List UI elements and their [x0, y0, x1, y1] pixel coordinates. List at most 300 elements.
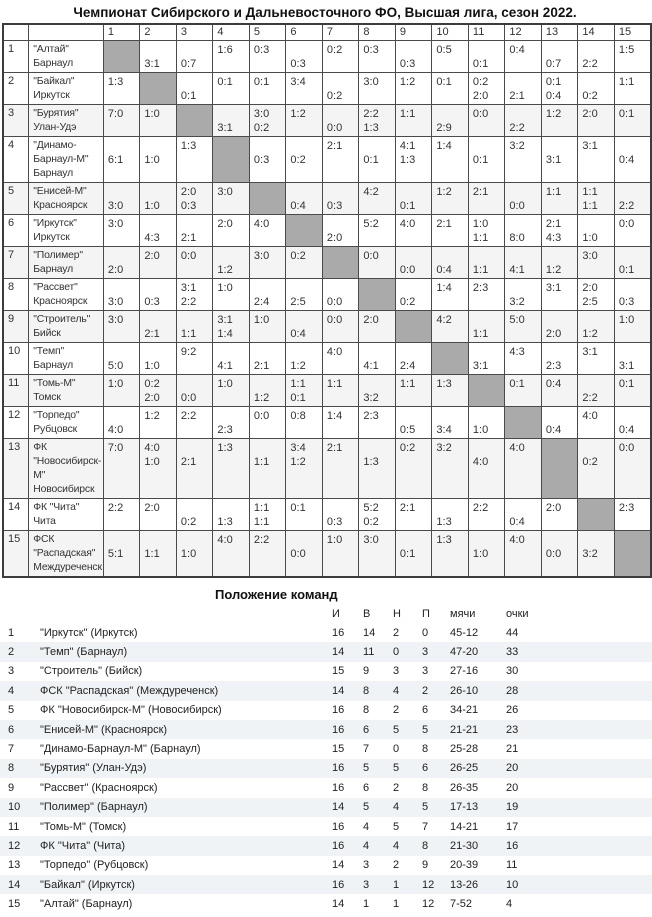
- score-cell: 0:2: [395, 279, 432, 311]
- standings-rank: 5: [8, 704, 15, 717]
- score-cell: 1:5: [614, 41, 651, 73]
- score-cell: 1:0: [614, 311, 651, 343]
- score-cell: 0:2 2:0: [140, 375, 177, 407]
- matrix-team-cell: ФК "Чита" Чита: [29, 499, 104, 531]
- score-cell: 0:4: [286, 183, 323, 215]
- standings-losses: 8: [414, 836, 442, 855]
- score-cell: 0:2: [395, 439, 432, 499]
- standings-rank: 3: [8, 665, 15, 678]
- standings-losses: 5: [414, 798, 442, 817]
- diagonal-cell: [359, 279, 396, 311]
- score-cell: 3:1: [541, 279, 578, 311]
- matrix-row: [3, 499, 651, 531]
- matrix-col-header: 11: [468, 24, 505, 41]
- score-cell: 0:0: [176, 247, 213, 279]
- standings-goals: 13-26: [442, 875, 498, 894]
- matrix-row: [3, 439, 651, 499]
- standings-row: [0, 681, 652, 700]
- standings-col-header: П: [422, 608, 430, 620]
- score-cell: 0:1: [614, 375, 651, 407]
- matrix-row-number: 1: [3, 41, 29, 73]
- matrix-team-cell: "Торпедо" Рубцовск: [29, 407, 104, 439]
- standings-goals: 26-35: [450, 781, 479, 794]
- score-cell: 4:0: [249, 215, 286, 247]
- standings-team: "Торпедо" (Рубцовск): [40, 859, 149, 872]
- score-cell: 0:5: [395, 407, 432, 439]
- standings-row: [0, 759, 652, 778]
- standings-losses: 6: [422, 704, 429, 717]
- matrix-row-number: 9: [3, 311, 29, 343]
- matrix-team-cell: "Рассвет" Красноярск: [29, 279, 104, 311]
- score-cell: 0:3: [140, 279, 177, 311]
- standings-team: ФСК "Распадская" (Междуреченск): [32, 681, 324, 700]
- score-cell: 1:1: [468, 247, 505, 279]
- diagonal-cell: [395, 311, 432, 343]
- score-cell: 3:0: [103, 215, 140, 247]
- score-cell: 1:1: [395, 105, 432, 137]
- score-cell: 2:9: [432, 105, 469, 137]
- score-cell: 4:0: [395, 215, 432, 247]
- standings-team: "Томь-М" (Томск): [40, 820, 127, 833]
- score-cell: 1:1 1:1: [578, 183, 615, 215]
- standings-goals: 7-52: [450, 898, 473, 911]
- score-cell: 1:0: [322, 531, 359, 578]
- score-cell: 0:0: [322, 105, 359, 137]
- score-cell: 0:1: [468, 137, 505, 183]
- matrix-row-number: 4: [3, 137, 29, 183]
- score-cell: 2:1: [176, 439, 213, 499]
- score-cell: 0:8: [286, 407, 323, 439]
- score-cell: 1:1: [541, 183, 578, 215]
- standings-wins: 9: [363, 665, 370, 678]
- standings-points: 23: [498, 720, 652, 739]
- standings-wins: 11: [355, 642, 385, 661]
- score-cell: 2:0: [541, 311, 578, 343]
- score-cell: 0:2: [176, 499, 213, 531]
- score-cell: 2:3: [359, 407, 396, 439]
- score-cell: 1:1: [322, 375, 359, 407]
- score-cell: 4:3: [505, 343, 542, 375]
- standings-team: "Енисей-М" (Красноярск): [32, 720, 324, 739]
- standings-games: 14: [324, 798, 355, 817]
- standings-draws: 5: [393, 820, 400, 833]
- standings-header-spacer: [32, 605, 324, 623]
- score-cell: 3:1: [614, 343, 651, 375]
- standings-rank: 8: [0, 759, 32, 778]
- score-cell: 0:1: [359, 137, 396, 183]
- standings-wins: 4: [355, 836, 385, 855]
- standings-row: [0, 856, 652, 875]
- standings-goals: 34-21: [450, 704, 479, 717]
- score-cell: 1:0: [103, 375, 140, 407]
- standings-row: [0, 875, 652, 894]
- standings-losses: 3: [414, 642, 442, 661]
- score-cell: 3:0: [249, 247, 286, 279]
- diagonal-cell: [176, 105, 213, 137]
- score-cell: 1:2: [578, 311, 615, 343]
- score-cell: 1:0: [140, 183, 177, 215]
- standings-goals: 26-25: [442, 759, 498, 778]
- score-cell: 0:4: [432, 247, 469, 279]
- standings-draws: 2: [393, 781, 400, 794]
- standings-games: 16: [332, 820, 345, 833]
- score-cell: 4:0: [213, 531, 250, 578]
- score-cell: 2:1: [140, 311, 177, 343]
- standings-team: "Алтай" (Барнаул): [40, 898, 133, 911]
- score-cell: 3:0: [103, 311, 140, 343]
- standings-rank: 4: [0, 681, 32, 700]
- standings-points: 44: [506, 626, 519, 639]
- standings-team: "Полимер" (Барнаул): [32, 798, 324, 817]
- score-cell: 0:7: [541, 41, 578, 73]
- diagonal-cell: [505, 407, 542, 439]
- score-cell: 1:2: [541, 247, 578, 279]
- standings-row: [0, 720, 652, 739]
- standings-games: 16: [332, 781, 345, 794]
- standings-wins: 4: [363, 820, 370, 833]
- standings-losses: 12: [422, 898, 435, 911]
- standings-rank: 14: [0, 875, 32, 894]
- score-cell: 1:2: [213, 247, 250, 279]
- standings-losses: 8: [422, 781, 429, 794]
- score-cell: 4:2: [359, 183, 396, 215]
- score-cell: 0:0: [468, 105, 505, 137]
- score-cell: 0:0: [541, 531, 578, 578]
- score-cell: 2:4: [395, 343, 432, 375]
- standings-goals: 17-13: [442, 798, 498, 817]
- score-cell: 2:3: [213, 407, 250, 439]
- score-cell: 3:2: [432, 439, 469, 499]
- score-cell: 2:0: [578, 105, 615, 137]
- score-cell: 0:4: [614, 137, 651, 183]
- score-cell: 1:2: [395, 73, 432, 105]
- score-cell: 1:4: [322, 407, 359, 439]
- score-cell: 3:2: [578, 531, 615, 578]
- score-cell: 2:0 2:5: [578, 279, 615, 311]
- score-cell: 0:1: [468, 41, 505, 73]
- score-cell: 1:0: [468, 531, 505, 578]
- score-cell: 0:4: [286, 311, 323, 343]
- standings-wins: 14: [363, 626, 376, 639]
- score-cell: 2:2: [103, 499, 140, 531]
- standings-games: 14: [332, 898, 345, 911]
- standings-games: 16: [324, 836, 355, 855]
- score-cell: 3:1: [213, 105, 250, 137]
- score-cell: 0:1: [213, 73, 250, 105]
- standings-goals: 21-21: [442, 720, 498, 739]
- score-cell: 1:0: [468, 407, 505, 439]
- score-cell: 3:0: [103, 279, 140, 311]
- score-cell: 4:0: [468, 439, 505, 499]
- score-cell: 4:0: [505, 531, 542, 578]
- standings-row: [0, 642, 652, 661]
- matrix-col-header: 2: [140, 24, 177, 41]
- score-cell: 2:1: [249, 343, 286, 375]
- score-cell: 3:0 0:2: [249, 105, 286, 137]
- score-cell: 1:0: [213, 375, 250, 407]
- score-cell: 0:3: [359, 41, 396, 73]
- score-cell: 1:0: [140, 343, 177, 375]
- standings-wins: 5: [355, 798, 385, 817]
- standings-draws: 2: [393, 859, 400, 872]
- diagonal-cell: [578, 499, 615, 531]
- score-cell: 1:0: [140, 137, 177, 183]
- standings-points: 10: [498, 875, 652, 894]
- matrix-row: [3, 41, 651, 73]
- standings-points: 4: [506, 898, 513, 911]
- score-cell: 2:1: [505, 73, 542, 105]
- score-cell: 1:1: [395, 375, 432, 407]
- standings-team: "Иркутск" (Иркутск): [40, 626, 138, 639]
- score-cell: 2:1: [322, 439, 359, 499]
- score-cell: 2:1: [432, 215, 469, 247]
- matrix-row-number: 14: [3, 499, 29, 531]
- standings-wins: 7: [363, 743, 370, 756]
- score-cell: 4:1: [213, 343, 250, 375]
- score-cell: 0:1: [614, 105, 651, 137]
- score-cell: 3:4: [432, 407, 469, 439]
- score-cell: 2:5: [286, 279, 323, 311]
- matrix-team-cell: "Иркутск" Иркутск: [29, 215, 104, 247]
- matrix-row: [3, 279, 651, 311]
- standings-goals: 45-12: [450, 626, 479, 639]
- matrix-team-cell: "Томь-М" Томск: [29, 375, 104, 407]
- standings-points: 30: [506, 665, 519, 678]
- standings-team: ФК "Новосибирск-М" (Новосибирск): [40, 704, 222, 717]
- score-cell: 0:3: [322, 183, 359, 215]
- score-cell: 0:1: [286, 499, 323, 531]
- standings-games: 15: [332, 665, 345, 678]
- score-cell: 2:0: [213, 215, 250, 247]
- score-cell: 0:4: [505, 499, 542, 531]
- score-cell: 2:2: [614, 183, 651, 215]
- standings-games: 14: [324, 681, 355, 700]
- score-cell: 0:4: [541, 375, 578, 407]
- score-cell: 4:1: [359, 343, 396, 375]
- score-cell: 0:7: [176, 41, 213, 73]
- standings-rank: 7: [8, 743, 15, 756]
- score-cell: 3:4 1:2: [286, 439, 323, 499]
- matrix-col-header: 8: [359, 24, 396, 41]
- diagonal-cell: [322, 247, 359, 279]
- score-cell: 2:1 4:3: [541, 215, 578, 247]
- matrix-row-number: 6: [3, 215, 29, 247]
- score-cell: 1:1: [468, 311, 505, 343]
- standings-draws: 1: [393, 898, 400, 911]
- score-cell: 3:0: [578, 247, 615, 279]
- score-cell: 0:0: [614, 215, 651, 247]
- standings-goals: 25-28: [450, 743, 479, 756]
- diagonal-cell: [541, 439, 578, 499]
- score-cell: 8:0: [505, 215, 542, 247]
- score-cell: 1:1: [176, 311, 213, 343]
- score-cell: 3:1 1:4: [213, 311, 250, 343]
- standings-losses: 5: [414, 720, 442, 739]
- score-cell: 0:3: [249, 41, 286, 73]
- score-cell: 0:2: [286, 137, 323, 183]
- score-cell: 2:0: [359, 311, 396, 343]
- standings-team: "Бурятия" (Улан-Удэ): [32, 759, 324, 778]
- standings-games: 14: [324, 642, 355, 661]
- score-cell: 0:1: [249, 73, 286, 105]
- matrix-team-cell: "Динамо- Барнаул-М" Барнаул: [29, 137, 104, 183]
- standings-losses: 9: [422, 859, 429, 872]
- score-cell: 1:4: [432, 137, 469, 183]
- matrix-row-number: 13: [3, 439, 29, 499]
- score-cell: 0:0: [395, 247, 432, 279]
- matrix-row-number: 10: [3, 343, 29, 375]
- matrix-col-header: 6: [286, 24, 323, 41]
- matrix-col-header: 10: [432, 24, 469, 41]
- standings-team: "Байкал" (Иркутск): [32, 875, 324, 894]
- standings-col-header: В: [363, 608, 371, 620]
- score-cell: 9:2: [176, 343, 213, 375]
- score-cell: 2:2: [578, 375, 615, 407]
- score-cell: 0:1: [505, 375, 542, 407]
- score-cell: 0:0: [505, 183, 542, 215]
- standings-losses: 6: [414, 759, 442, 778]
- matrix-row: [3, 343, 651, 375]
- matrix-corner-cell: [3, 24, 29, 41]
- standings-wins: 8: [355, 681, 385, 700]
- score-cell: 3:1 2:2: [176, 279, 213, 311]
- score-cell: 3:1: [578, 343, 615, 375]
- matrix-row-number: 8: [3, 279, 29, 311]
- score-cell: 2:2 1:3: [359, 105, 396, 137]
- standings-goals: 26-10: [442, 681, 498, 700]
- diagonal-cell: [213, 137, 250, 183]
- score-cell: 0:2: [286, 247, 323, 279]
- standings-points: 33: [498, 642, 652, 661]
- score-cell: 2:0: [103, 247, 140, 279]
- score-cell: 2:3: [468, 279, 505, 311]
- matrix-team-cell: "Бурятия" Улан-Удэ: [29, 105, 104, 137]
- standings-wins: 3: [355, 875, 385, 894]
- matrix-row: [3, 531, 651, 578]
- score-cell: 0:0: [286, 531, 323, 578]
- score-cell: 1:0: [176, 531, 213, 578]
- matrix-col-header: 7: [322, 24, 359, 41]
- matrix-team-cell: ФСК "Распадская" Междуреченск: [29, 531, 104, 578]
- standings-draws: 4: [385, 798, 414, 817]
- score-cell: 1:1: [140, 531, 177, 578]
- score-cell: 1:0: [140, 105, 177, 137]
- matrix-row-number: 2: [3, 73, 29, 105]
- score-cell: 4:1 1:3: [395, 137, 432, 183]
- matrix-corner-cell: [29, 24, 104, 41]
- matrix-row: [3, 247, 651, 279]
- standings-row: [0, 836, 652, 855]
- score-cell: 1:2: [432, 183, 469, 215]
- score-cell: 0:1: [395, 183, 432, 215]
- standings-goals: 20-39: [450, 859, 479, 872]
- matrix-row: [3, 105, 651, 137]
- score-cell: 0:3: [614, 279, 651, 311]
- matrix-row-number: 7: [3, 247, 29, 279]
- score-cell: 3:0: [103, 183, 140, 215]
- standings-games: 14: [332, 859, 345, 872]
- score-cell: 0:1 0:4: [541, 73, 578, 105]
- score-cell: 3:4: [286, 73, 323, 105]
- standings-losses: 2: [414, 681, 442, 700]
- standings-wins: 6: [363, 781, 370, 794]
- score-cell: 0:5: [432, 41, 469, 73]
- score-cell: 3:2: [359, 375, 396, 407]
- standings-losses: 0: [422, 626, 429, 639]
- score-cell: 3:1: [541, 137, 578, 183]
- matrix-col-header: 12: [505, 24, 542, 41]
- score-cell: 1:6: [213, 41, 250, 73]
- score-cell: 3:2: [505, 279, 542, 311]
- matrix-row: [3, 311, 651, 343]
- standings-team: "Рассвет" (Красноярск): [40, 781, 158, 794]
- score-cell: 0:2: [578, 439, 615, 499]
- results-crosstable: [2, 23, 652, 578]
- score-cell: 0:0: [176, 375, 213, 407]
- standings-losses: 12: [414, 875, 442, 894]
- score-cell: 1:2: [286, 343, 323, 375]
- standings-draws: 2: [393, 626, 400, 639]
- score-cell: 0:3: [395, 41, 432, 73]
- standings-points: 16: [498, 836, 652, 855]
- standings-draws: 2: [393, 704, 400, 717]
- standings-draws: 0: [385, 642, 414, 661]
- matrix-row: [3, 407, 651, 439]
- score-cell: 0:4: [614, 407, 651, 439]
- score-cell: 1:3: [176, 137, 213, 183]
- matrix-col-header: 4: [213, 24, 250, 41]
- score-cell: 0:1: [395, 531, 432, 578]
- score-cell: 0:4: [541, 407, 578, 439]
- standings-rank: 15: [8, 898, 21, 911]
- score-cell: 3:1: [468, 343, 505, 375]
- score-cell: 1:3: [213, 499, 250, 531]
- score-cell: 2:4: [249, 279, 286, 311]
- standings-points: 11: [506, 859, 518, 872]
- score-cell: 3:0: [359, 73, 396, 105]
- matrix-row-number: 3: [3, 105, 29, 137]
- standings-col-header: Н: [393, 608, 401, 620]
- standings-rank: 2: [0, 642, 32, 661]
- score-cell: 0:0: [249, 407, 286, 439]
- diagonal-cell: [249, 183, 286, 215]
- standings-wins: 3: [363, 859, 370, 872]
- standings-goals: 21-30: [442, 836, 498, 855]
- standings-header-row: [0, 605, 652, 623]
- score-cell: 5:2 0:2: [359, 499, 396, 531]
- matrix-team-cell: "Енисей-М" Красноярск: [29, 183, 104, 215]
- standings-col-header: И: [332, 608, 340, 620]
- standings-points: 28: [498, 681, 652, 700]
- score-cell: 2:2: [176, 407, 213, 439]
- score-cell: 2:0: [140, 499, 177, 531]
- standings-rank: 6: [0, 720, 32, 739]
- matrix-col-header: 14: [578, 24, 615, 41]
- matrix-team-cell: "Темп" Барнаул: [29, 343, 104, 375]
- standings-header-spacer: [0, 605, 32, 623]
- diagonal-cell: [140, 73, 177, 105]
- score-cell: 1:3: [103, 73, 140, 105]
- score-cell: 4:2: [432, 311, 469, 343]
- matrix-team-cell: "Строитель" Бийск: [29, 311, 104, 343]
- score-cell: 1:1 1:1: [249, 499, 286, 531]
- matrix-team-cell: "Алтай" Барнаул: [29, 41, 104, 73]
- score-cell: 1:3: [432, 499, 469, 531]
- score-cell: 1:0: [578, 215, 615, 247]
- standings-row: [0, 798, 652, 817]
- matrix-row: [3, 215, 651, 247]
- matrix-row-number: 12: [3, 407, 29, 439]
